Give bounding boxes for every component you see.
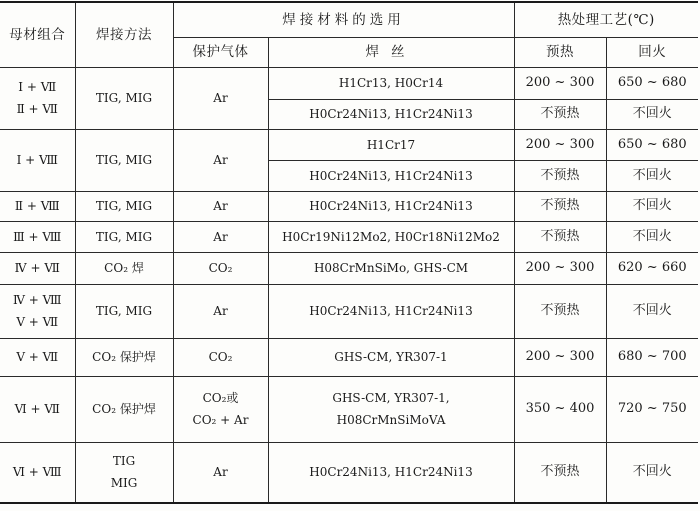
temper-cell: 不回火 bbox=[606, 442, 698, 503]
method-cell-line: TIG, MIG bbox=[95, 304, 153, 318]
preheat-cell: 350 ~ 400 bbox=[514, 376, 606, 442]
gas-cell-line: Ar bbox=[213, 304, 228, 318]
method-cell-line: MIG bbox=[110, 476, 138, 491]
method-cell bbox=[75, 67, 173, 129]
table-row bbox=[0, 221, 698, 252]
gas-cell bbox=[173, 129, 268, 191]
wire-cell bbox=[268, 221, 514, 252]
method-cell bbox=[75, 191, 173, 221]
wire-cell bbox=[268, 284, 514, 338]
method-cell bbox=[75, 129, 173, 191]
method-cell bbox=[75, 442, 173, 503]
wire-cell-line: GHS-CM, YR307-1, bbox=[332, 391, 450, 405]
header-temper: 回火 bbox=[606, 37, 698, 67]
preheat-cell: 不预热 bbox=[514, 191, 606, 221]
wire-cell-line: H0Cr24Ni13, H1Cr24Ni13 bbox=[309, 107, 473, 121]
base-metal-cell-line: Ⅳ + Ⅶ bbox=[14, 261, 60, 275]
base-metal-cell bbox=[0, 252, 75, 284]
wire-cell-line: H0Cr24Ni13, H1Cr24Ni13 bbox=[309, 168, 473, 183]
base-metal-cell bbox=[0, 442, 75, 503]
gas-cell bbox=[173, 252, 268, 284]
base-metal-cell-line: Ⅳ + Ⅷ bbox=[12, 293, 62, 307]
base-metal-cell-line: Ⅲ + Ⅷ bbox=[13, 229, 62, 244]
base-metal-cell bbox=[0, 284, 75, 338]
method-cell-line: TIG, MIG bbox=[95, 229, 153, 244]
preheat-cell: 200 ~ 300 bbox=[514, 67, 606, 99]
base-metal-cell-line: Ⅴ + Ⅶ bbox=[16, 315, 59, 329]
temper-cell: 620 ~ 660 bbox=[606, 252, 698, 284]
base-metal-cell-line: Ⅴ + Ⅶ bbox=[16, 350, 59, 364]
temper-cell: 不回火 bbox=[606, 221, 698, 252]
base-metal-cell-line: Ⅵ + Ⅶ bbox=[14, 402, 60, 416]
temper-cell: 680 ~ 700 bbox=[606, 338, 698, 376]
wire-cell-line: H1Cr13, H0Cr14 bbox=[338, 76, 444, 90]
wire-cell bbox=[268, 338, 514, 376]
method-cell-line: CO₂ 保护焊 bbox=[92, 350, 156, 364]
temper-cell: 650 ~ 680 bbox=[606, 67, 698, 99]
gas-cell-line: Ar bbox=[213, 199, 228, 213]
wire-cell bbox=[268, 191, 514, 221]
preheat-cell: 不预热 bbox=[514, 160, 606, 191]
header-gas: 保护气体 bbox=[173, 37, 268, 67]
wire-cell-line: H0Cr24Ni13, H1Cr24Ni13 bbox=[309, 199, 473, 213]
gas-cell-line: CO₂ bbox=[208, 350, 233, 364]
preheat-cell: 不预热 bbox=[514, 442, 606, 503]
wire-cell bbox=[268, 376, 514, 442]
wire-cell-line: H0Cr24Ni13, H1Cr24Ni13 bbox=[309, 304, 473, 318]
wire-cell-line: H1Cr17 bbox=[366, 137, 416, 152]
base-metal-cell bbox=[0, 191, 75, 221]
welding-materials-table bbox=[0, 1, 698, 504]
base-metal-cell-line: Ⅱ + Ⅷ bbox=[14, 199, 60, 213]
preheat-cell: 不预热 bbox=[514, 284, 606, 338]
header-materials-group: 焊接材料的选用 bbox=[173, 2, 514, 37]
preheat-cell: 不预热 bbox=[514, 99, 606, 129]
gas-cell bbox=[173, 284, 268, 338]
base-metal-cell bbox=[0, 221, 75, 252]
table-row bbox=[0, 252, 698, 284]
preheat-cell: 200 ~ 300 bbox=[514, 129, 606, 160]
method-cell-line: CO₂ 焊 bbox=[104, 261, 144, 275]
wire-cell-line: H0Cr24Ni13, H1Cr24Ni13 bbox=[309, 465, 473, 480]
method-cell-line: TIG, MIG bbox=[95, 153, 153, 167]
method-cell-line: TIG, MIG bbox=[95, 199, 153, 213]
base-metal-cell-line: Ⅵ + Ⅷ bbox=[12, 465, 62, 480]
preheat-cell: 不预热 bbox=[514, 221, 606, 252]
gas-cell bbox=[173, 376, 268, 442]
wire-cell bbox=[268, 442, 514, 503]
method-cell bbox=[75, 221, 173, 252]
gas-cell-line: CO₂ + Ar bbox=[192, 413, 249, 427]
gas-cell-line: CO₂ bbox=[208, 261, 233, 275]
method-cell bbox=[75, 376, 173, 442]
gas-cell-line: Ar bbox=[213, 153, 228, 167]
table-row bbox=[0, 284, 698, 338]
gas-cell-line: Ar bbox=[213, 465, 228, 480]
header-base-metal: 母材组合 bbox=[0, 2, 75, 67]
header-heat-treatment: 热处理工艺(℃) bbox=[514, 2, 698, 37]
temper-cell: 不回火 bbox=[606, 99, 698, 129]
wire-cell bbox=[268, 99, 514, 129]
temper-cell: 不回火 bbox=[606, 284, 698, 338]
header-method: 焊接方法 bbox=[75, 2, 173, 67]
base-metal-cell-line: Ⅰ + Ⅷ bbox=[16, 153, 58, 167]
method-cell bbox=[75, 338, 173, 376]
method-cell bbox=[75, 284, 173, 338]
table-row bbox=[0, 129, 698, 160]
base-metal-cell-line: Ⅰ + Ⅶ bbox=[18, 80, 57, 94]
table-row bbox=[0, 191, 698, 221]
wire-cell-line: GHS-CM, YR307-1 bbox=[334, 350, 448, 364]
table-row bbox=[0, 376, 698, 442]
wire-cell bbox=[268, 160, 514, 191]
table-row bbox=[0, 67, 698, 99]
gas-cell bbox=[173, 442, 268, 503]
method-cell-line: CO₂ 保护焊 bbox=[92, 402, 156, 416]
wire-cell bbox=[268, 67, 514, 99]
wire-cell bbox=[268, 252, 514, 284]
base-metal-cell bbox=[0, 376, 75, 442]
base-metal-cell bbox=[0, 129, 75, 191]
method-cell bbox=[75, 252, 173, 284]
gas-cell bbox=[173, 191, 268, 221]
wire-cell-line: H08CrMnSiMo, GHS-CM bbox=[313, 261, 469, 275]
wire-cell-line: H08CrMnSiMoVA bbox=[336, 413, 446, 427]
table-row bbox=[0, 442, 698, 503]
gas-cell-line: Ar bbox=[213, 229, 228, 244]
gas-cell bbox=[173, 67, 268, 129]
method-cell-line: TIG bbox=[112, 454, 136, 469]
base-metal-cell bbox=[0, 338, 75, 376]
header-wire: 焊丝 bbox=[268, 37, 514, 67]
header-preheat: 预热 bbox=[514, 37, 606, 67]
gas-cell-line: CO₂或 bbox=[202, 391, 239, 405]
gas-cell-line: Ar bbox=[213, 91, 228, 105]
temper-cell: 不回火 bbox=[606, 160, 698, 191]
table-body bbox=[0, 67, 698, 503]
base-metal-cell bbox=[0, 67, 75, 129]
temper-cell: 不回火 bbox=[606, 191, 698, 221]
method-cell-line: TIG, MIG bbox=[95, 91, 153, 105]
gas-cell bbox=[173, 221, 268, 252]
temper-cell: 720 ~ 750 bbox=[606, 376, 698, 442]
gas-cell bbox=[173, 338, 268, 376]
temper-cell: 650 ~ 680 bbox=[606, 129, 698, 160]
preheat-cell: 200 ~ 300 bbox=[514, 252, 606, 284]
preheat-cell: 200 ~ 300 bbox=[514, 338, 606, 376]
wire-cell-line: H0Cr19Ni12Mo2, H0Cr18Ni12Mo2 bbox=[282, 229, 500, 244]
base-metal-cell-line: Ⅱ + Ⅶ bbox=[16, 102, 58, 116]
table-row bbox=[0, 338, 698, 376]
wire-cell bbox=[268, 129, 514, 160]
